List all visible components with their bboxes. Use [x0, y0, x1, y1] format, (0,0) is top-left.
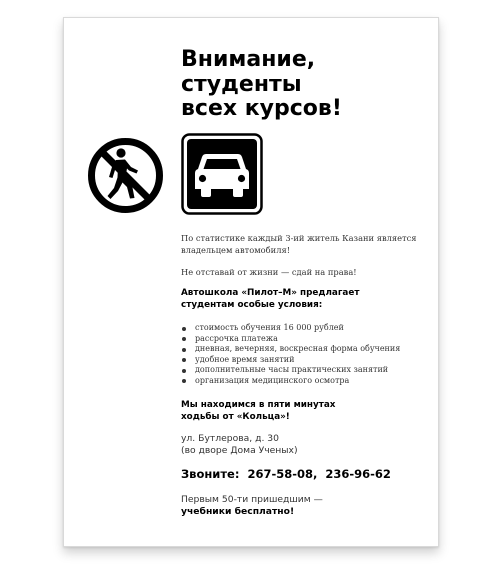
call-to-action-text: Не отставай от жизни — сдай на права! — [181, 267, 357, 277]
location-line: Мы находимся в пяти минутах — [181, 400, 336, 410]
offer-line: Автошкола «Пилот–М» предлагает — [181, 288, 360, 298]
statistic-text: По статистике каждый 3-ий житель Казани является владельцем автомобиля! — [181, 233, 417, 255]
offer-heading — [181, 287, 426, 311]
phone-numbers: 267-58-08, 236-96-62 — [247, 467, 391, 481]
address-line: ул. Бутлерова, д. 30 — [181, 433, 279, 444]
list-item: дневная, вечерняя, воскресная форма обучения — [181, 344, 431, 355]
phone-line — [181, 466, 431, 482]
list-item: организация медицинского осмотра — [181, 376, 431, 387]
car-icon — [181, 133, 263, 215]
location-text — [181, 399, 426, 423]
list-item: удобное время занятий — [181, 355, 431, 366]
no-pedestrians-icon — [87, 137, 164, 214]
address-text — [181, 433, 426, 457]
address-line: (во дворе Дома Ученых) — [181, 445, 298, 456]
conditions-list — [181, 323, 431, 387]
free-books-text — [181, 494, 426, 518]
phone-label: Звоните: — [181, 467, 240, 481]
flyer-page — [63, 17, 439, 547]
location-line: ходьбы от «Кольца»! — [181, 412, 290, 422]
flyer-title — [181, 48, 431, 122]
title-line: всех курсов! — [181, 96, 342, 121]
offer-line: студентам особые условия: — [181, 300, 323, 310]
free-books-highlight: учебники бесплатно! — [181, 506, 295, 517]
list-item: стоимость обучения 16 000 рублей — [181, 323, 431, 334]
title-line: Внимание, — [181, 47, 316, 72]
title-line: студенты — [181, 71, 302, 97]
list-item: рассрочка платежа — [181, 334, 431, 345]
list-item: дополнительные часы практических занятий — [181, 365, 431, 376]
free-books-line: Первым 50-ти пришедшим — — [181, 494, 323, 505]
